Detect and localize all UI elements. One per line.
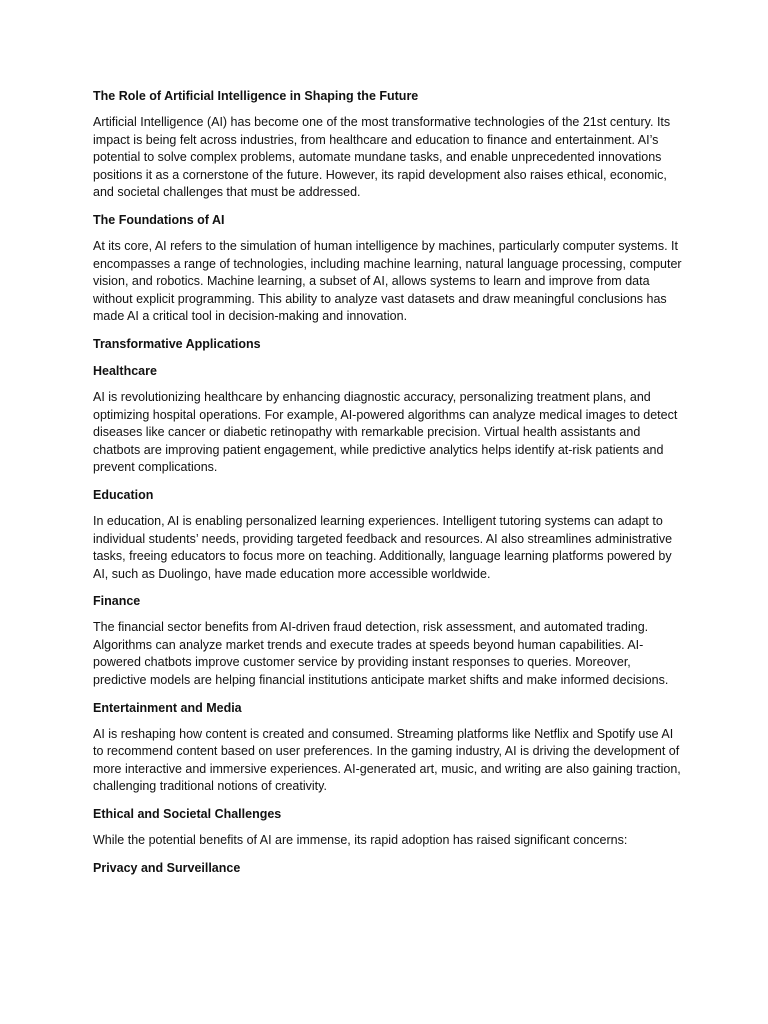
document-page	[93, 87, 683, 886]
foundations-heading: The Foundations of AI	[93, 212, 225, 227]
challenges-heading: Ethical and Societal Challenges	[93, 807, 282, 822]
healthcare-paragraph: AI is revolutionizing healthcare by enhancing diagnostic accuracy, personalizing treatment plans, and optimizing hospital operations. For example, AI-powered algorithms can analyze medical images to detect diseases like cancer or diabetic retinopathy with remarkable precision. Virtual health assistants and chatbots are improving patient engagement, while predictive analytics helps identify at-risk patients and prevent complications.	[93, 389, 678, 475]
privacy-heading: Privacy and Surveillance	[93, 860, 241, 875]
entertainment-heading: Entertainment and Media	[93, 700, 242, 715]
document-title: The Role of Artificial Intelligence in Shaping the Future	[93, 89, 419, 103]
education-heading: Education	[93, 487, 154, 502]
challenges-paragraph: While the potential benefits of AI are immense, its rapid adoption has raised significant concerns:	[93, 833, 628, 848]
finance-heading: Finance	[93, 594, 141, 609]
healthcare-heading: Healthcare	[93, 363, 157, 378]
finance-paragraph: The financial sector benefits from AI-driven fraud detection, risk assessment, and automated trading. Algorithms can analyze market trends and execute trades at speeds beyond human capabilities. AI-powered chatbots improve customer service by providing instant responses to queries. Moreover, predictive models are helping financial institutions anticipate market shifts and make informed decisions.	[93, 620, 669, 688]
entertainment-paragraph: AI is reshaping how content is created and consumed. Streaming platforms like Netflix and Spotify use AI to recommend content based on user preferences. In the gaming industry, AI is driving the development of more interactive and immersive experiences. AI-generated art, music, and writing are also gaining traction, challenging traditional notions of creativity.	[93, 726, 681, 794]
foundations-paragraph: At its core, AI refers to the simulation of human intelligence by machines, particularly computer systems. It encompasses a range of technologies, including machine learning, natural language processing, computer vision, and robotics. Machine learning, a subset of AI, allows systems to learn and improve from data without explicit programming. This ability to analyze vast datasets and draw meaningful conclusions has made AI a critical tool in decision-making and innovation.	[93, 238, 682, 324]
education-paragraph: In education, AI is enabling personalized learning experiences. Intelligent tutoring systems can adapt to individual students’ needs, providing targeted feedback and resources. AI also streamlines administrative tasks, freeing educators to focus more on teaching. Additionally, language learning platforms powered by AI, such as Duolingo, have made education more accessible worldwide.	[93, 513, 673, 581]
applications-heading: Transformative Applications	[93, 336, 261, 351]
intro-paragraph: Artificial Intelligence (AI) has become one of the most transformative technologies of the 21st century. Its impact is being felt across industries, from healthcare and education to finance and entertainment. AI’s potential to solve complex problems, automate mundane tasks, and enable unprecedented innovations positions it as a cornerstone of the future. However, its rapid development also raises ethical, economic, and societal challenges that must be addressed.	[93, 115, 671, 200]
